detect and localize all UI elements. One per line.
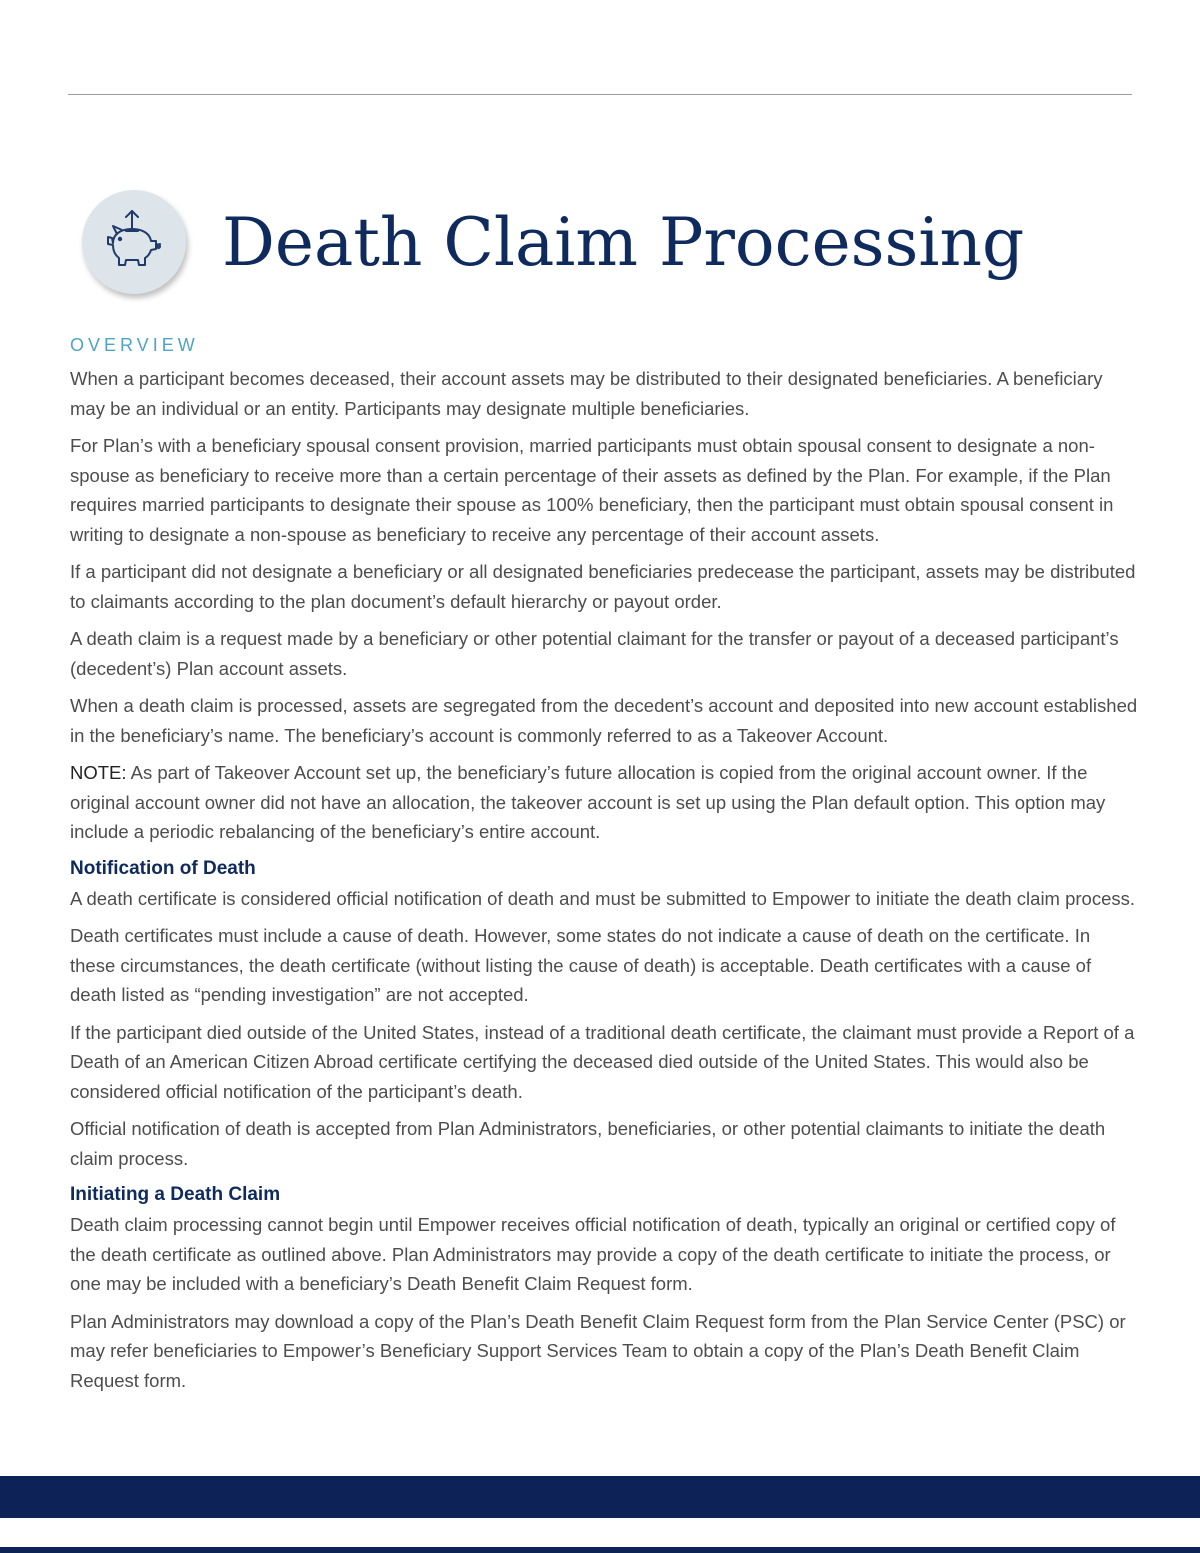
title-row [82, 186, 1024, 298]
overview-label: OVERVIEW [70, 335, 199, 355]
overview-paragraph: When a participant becomes deceased, their account assets may be distributed to their designated beneficiaries. A beneficiary may be an individual or an entity. Participants may designate multiple beneficiaries. [70, 368, 1103, 419]
piggy-bank-icon-badge [82, 190, 186, 294]
notification-paragraph: A death certificate is considered official notification of death and must be submitted to Empower to initiate the death claim process. [70, 887, 1136, 909]
piggy-bank-withdrawal-icon [99, 207, 169, 277]
document-body [70, 332, 1140, 1403]
initiating-paragraph: Plan Administrators may download a copy of the Plan’s Death Benefit Claim Request form from the Plan Service Center (PSC) or may refer beneficiaries to Empower’s Beneficiary Support Services Team to obtain a copy of the Plan’s Death Benefit Claim Request form. [70, 1310, 1126, 1391]
page-title: Death Claim Processing [222, 203, 1025, 281]
initiating-heading: Initiating a Death Claim [70, 1184, 281, 1205]
note-paragraph [70, 758, 1140, 847]
footer-line [0, 1547, 1200, 1553]
notification-paragraph: Official notification of death is accepted from Plan Administrators, beneficiaries, or other potential claimants to initiate the death claim process. [70, 1118, 1106, 1169]
notification-paragraph: If the participant died outside of the United States, instead of a traditional death certificate, the claimant must provide a Report of a Death of an American Citizen Abroad certificate certifying the deceased died outside of the United States. This would also be considered official notification of the participant’s death. [70, 1021, 1135, 1102]
overview-paragraph: A death claim is a request made by a beneficiary or other potential claimant for the transfer or payout of a deceased participant’s (decedent’s) Plan account assets. [70, 628, 1119, 679]
initiating-paragraph: Death claim processing cannot begin until Empower receives official notification of death, typically an original or certified copy of the death certificate as outlined above. Plan Administrators may provide a copy of the death certificate to initiate the process, or one may be included with a beneficiary’s Death Benefit Claim Request form. [70, 1214, 1116, 1294]
overview-paragraph: If a participant did not designate a beneficiary or all designated beneficiaries predecease the participant, assets may be distributed to claimants according to the plan document’s default hierarchy or payout order. [70, 561, 1136, 612]
footer-band [0, 1476, 1200, 1518]
header-divider [68, 94, 1132, 95]
overview-paragraph: When a death claim is processed, assets are segregated from the decedent’s account and deposited into new account established in the beneficiary’s name. The beneficiary’s account is commonly referred to as a Takeover Account. [70, 695, 1138, 746]
notification-paragraph: Death certificates must include a cause of death. However, some states do not indicate a cause of death on the certificate. In these circumstances, the death certificate (without listing the cause of death) is acceptable. Death certificates with a cause of death listed as “pending investigation” are not accepted. [70, 925, 1092, 1005]
note-label: NOTE: [70, 762, 127, 783]
overview-paragraph: For Plan’s with a beneficiary spousal consent provision, married participants must obtain spousal consent to designate a non-spouse as beneficiary to receive more than a certain percentage of their assets as defined by the Plan. For example, if the Plan requires married participants to designate their spouse as 100% beneficiary, then the participant must obtain spousal consent in writing to designate a non-spouse as beneficiary to receive any percentage of their account assets. [70, 435, 1114, 545]
note-text: As part of Takeover Account set up, the beneficiary’s future allocation is copied from the original account owner. If the original account owner did not have an allocation, the takeover account is set up using the Plan default option. This option may include a periodic rebalancing of the beneficiary’s entire account. [70, 762, 1106, 842]
notification-heading: Notification of Death [70, 857, 256, 879]
